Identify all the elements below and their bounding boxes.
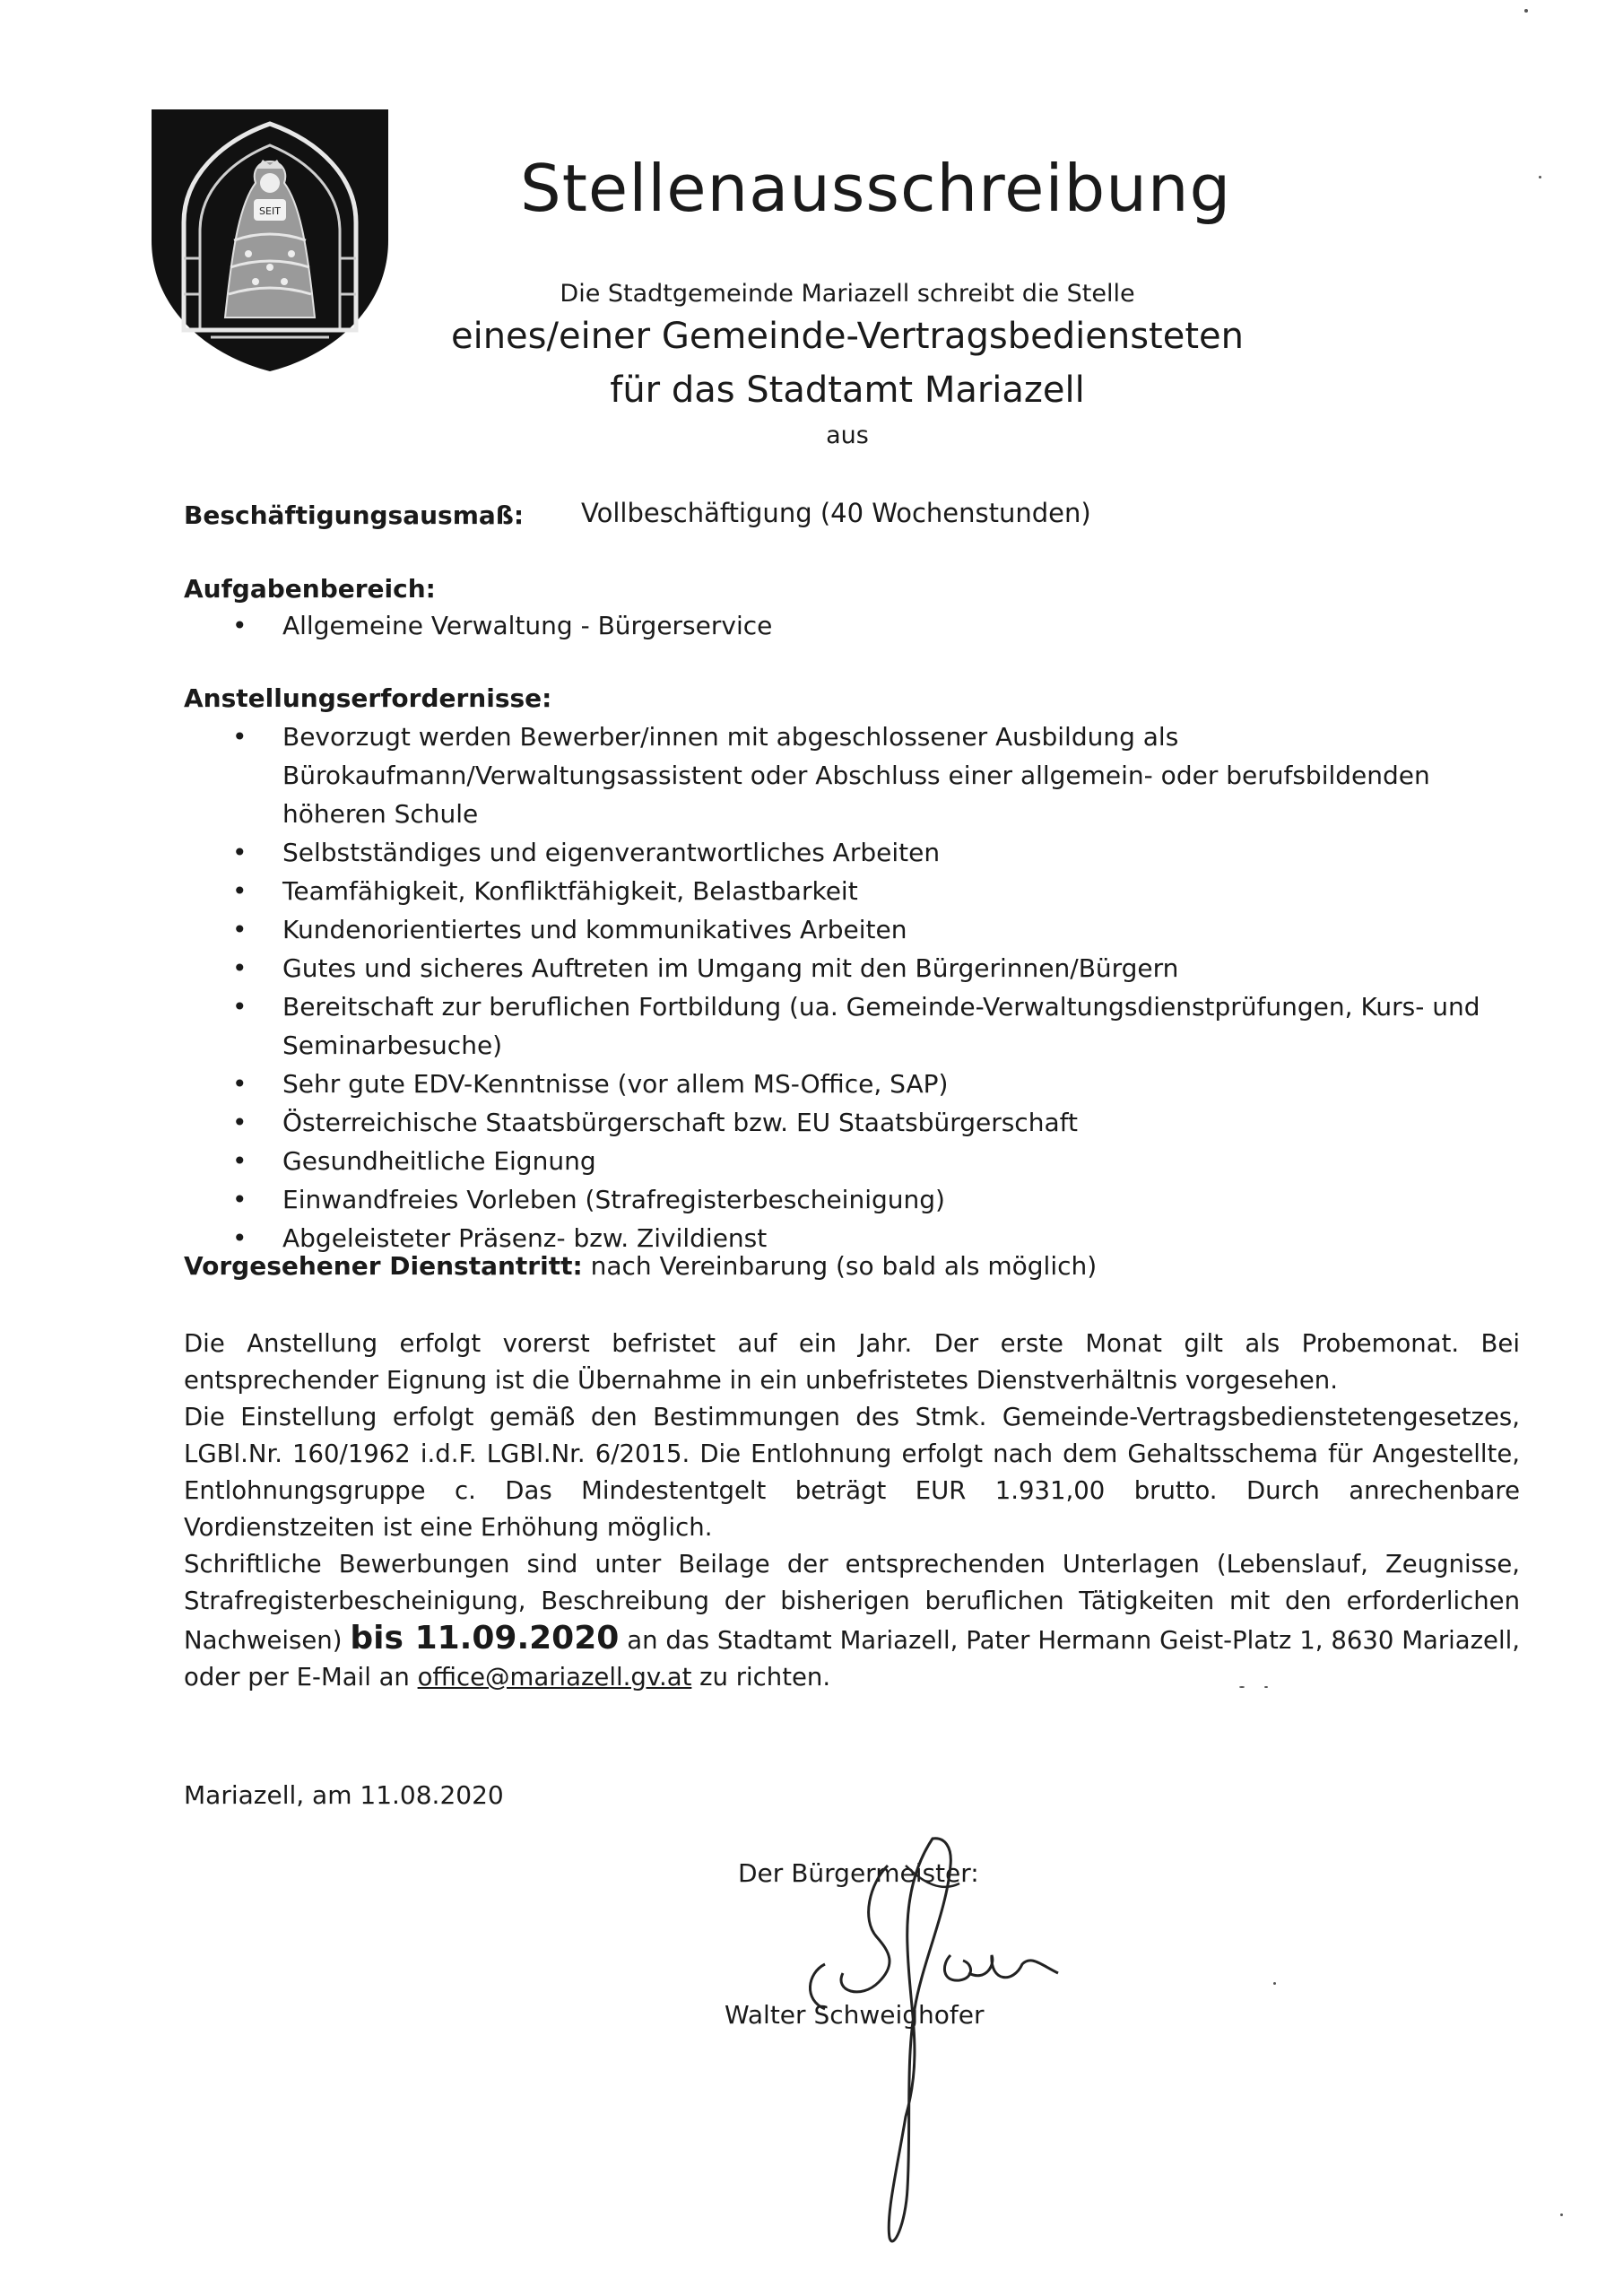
email-link[interactable]: office@mariazell.gv.at	[417, 1663, 692, 1692]
document-title: Stellenausschreibung	[520, 151, 1232, 226]
paragraph-salary: Die Einstellung erfolgt gemäß den Bestimmungen des Stmk. Gemeinde-Vertragsbedienstetengesetzes, LGBl.Nr. 160/1962 i.d.F. LGBl.Nr. 6/2015. Die Entlohnung erfolgt nach dem Gehaltsschema für Angestellte, Entlohnungsgruppe c. Das Mindestentgelt beträgt EUR 1.931,00 brutto. Durch anrechenbare Vordienstzeiten ist eine Erhöhung möglich.	[184, 1403, 1520, 1542]
employment-value: Vollbeschäftigung (40 Wochenstunden)	[581, 498, 1091, 528]
scan-speck	[1524, 9, 1528, 13]
handwritten-signature	[771, 1830, 1076, 2251]
start-label: Vorgesehener Dienstantritt:	[184, 1251, 583, 1281]
body-text	[184, 1326, 1520, 1696]
requirements-label: Anstellungserfordernisse:	[184, 683, 552, 713]
list-item: • Bereitschaft zur beruflichen Fortbildung (ua. Gemeinde-Verwaltungsdienstprüfungen, Kurs- und Seminarbesuche)	[184, 987, 1511, 1065]
scan-speck	[1239, 1686, 1245, 1688]
list-item: • Allgemeine Verwaltung - Bürgerservice	[184, 606, 1529, 645]
signatory-name: Walter Schweighofer	[725, 2000, 985, 2030]
start-date-line	[184, 1251, 1097, 1281]
tasks-list	[184, 606, 1529, 645]
employment-label: Beschäftigungsausmaß:	[184, 500, 525, 530]
list-item: • Sehr gute EDV-Kenntnisse (vor allem MS-Office, SAP)	[184, 1065, 1511, 1103]
signatory-title: Der Bürgermeister:	[738, 1858, 979, 1888]
scan-speck	[1273, 1982, 1276, 1985]
start-value: nach Vereinbarung (so bald als möglich)	[590, 1251, 1098, 1281]
list-item: • Bevorzugt werden Bewerber/innen mit abgeschlossener Ausbildung als Bürokaufmann/Verwaltungsassistent oder Abschluss einer allgemein- oder berufsbildenden höheren Schule	[184, 718, 1511, 833]
place-date: Mariazell, am 11.08.2020	[184, 1780, 504, 1810]
list-item: • Selbstständiges und eigenverantwortliches Arbeiten	[184, 833, 1511, 872]
list-item: • Kundenorientiertes und kommunikatives Arbeiten	[184, 910, 1511, 949]
scan-speck	[1560, 2213, 1563, 2216]
application-text-middle: an das Stadtamt Mariazell, Pater Hermann Geist-Platz 1, 8630 Mariazell, oder per E-Mail an	[184, 1626, 1520, 1692]
tasks-label: Aufgabenbereich:	[184, 574, 436, 604]
list-item: • Einwandfreies Vorleben (Strafregisterbescheinigung)	[184, 1180, 1511, 1219]
scan-speck	[1539, 176, 1541, 178]
aus-line: aus	[826, 422, 869, 449]
position-title-line-1: eines/einer Gemeinde-Vertragsbediensteten	[450, 316, 1244, 357]
intro-line: Die Stadtgemeinde Mariazell schreibt die Stelle	[560, 280, 1135, 308]
position-title-line-2: für das Stadtamt Mariazell	[610, 370, 1085, 411]
scan-speck	[1264, 1686, 1268, 1688]
list-item: • Österreichische Staatsbürgerschaft bzw. EU Staatsbürgerschaft	[184, 1103, 1511, 1142]
svg-text:SEIT: SEIT	[259, 205, 281, 217]
requirements-list	[184, 718, 1511, 1257]
paragraph-application	[184, 1546, 1520, 1696]
application-text-end: zu richten.	[699, 1663, 831, 1692]
paragraph-probation: Die Anstellung erfolgt vorerst befristet auf ein Jahr. Der erste Monat gilt als Probemonat. Bei entsprechender Eignung ist die Übernahme in ein unbefristetes Dienstverhältnis vorgesehen.	[184, 1329, 1520, 1395]
list-item: • Teamfähigkeit, Konfliktfähigkeit, Belastbarkeit	[184, 872, 1511, 910]
deadline: bis 11.09.2020	[350, 1620, 620, 1657]
list-item: • Abgeleisteter Präsenz- bzw. Zivildienst	[184, 1219, 1511, 1257]
list-item: • Gutes und sicheres Auftreten im Umgang mit den Bürgerinnen/Bürgern	[184, 949, 1511, 987]
application-text-start: Schriftliche Bewerbungen sind unter Beilage der entsprechenden Unterlagen (Lebenslauf, Zeugnisse, Strafregisterbescheinigung, Beschreibung der bisherigen beruflichen Tätigkeiten mit den erforderlichen Nachweisen)	[184, 1550, 1520, 1655]
list-item: • Gesundheitliche Eignung	[184, 1142, 1511, 1180]
